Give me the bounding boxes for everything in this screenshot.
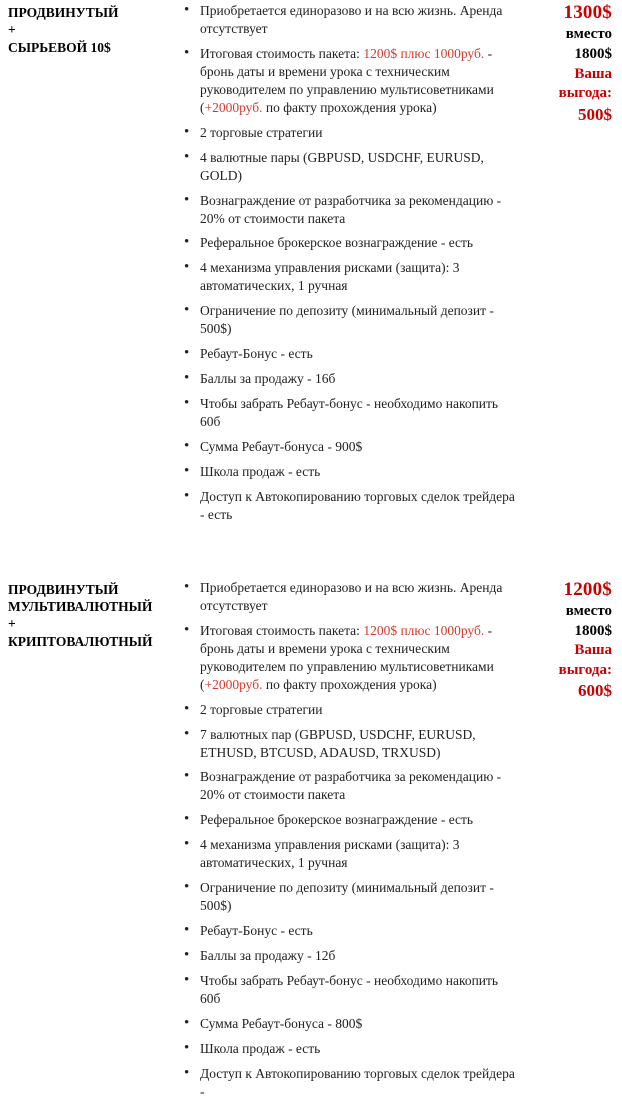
price-benefit-value: 600$: [578, 681, 612, 701]
feature-text: Чтобы забрать Ребаут-бонус - необходимо накопить 60б: [200, 973, 499, 1006]
feature-text: Ограничение по депозиту (минимальный депозит - 500$): [200, 880, 494, 914]
feature-item: [182, 947, 518, 965]
feature-item: [182, 345, 518, 363]
feature-text: - бронь даты и времени урока с техническим руководителем по управлению мультисоветниками (: [200, 45, 494, 115]
feature-item: [182, 579, 518, 615]
feature-item: [182, 124, 518, 142]
feature-item: [182, 768, 518, 804]
feature-item: [182, 45, 518, 117]
feature-text: Реферальное брокерское вознаграждение - есть: [200, 812, 474, 828]
feature-text: Сумма Ребаут-бонуса - 900$: [200, 439, 363, 455]
feature-text: 4 механизма управления рисками (защита): 3 автоматических, 1 ручная: [200, 837, 460, 871]
price-benefit-label-line2: выгода:: [558, 661, 612, 678]
feature-text: Школа продаж - есть: [200, 1040, 321, 1056]
package-block-advanced-commodity: [0, 0, 622, 531]
feature-item: [182, 302, 518, 338]
feature-list: [182, 579, 518, 1101]
feature-text: Ребаут-Бонус - есть: [200, 346, 313, 362]
feature-item: [182, 1065, 518, 1101]
feature-item: [182, 701, 518, 719]
feature-item: [182, 463, 518, 481]
price-current: 1200$: [563, 578, 612, 600]
package-title-line: КРИПТОВАЛЮТНЫЙ: [8, 633, 153, 649]
feature-text: 4 механизма управления рисками (защита): 3 автоматических, 1 ручная: [200, 260, 460, 294]
package-block-advanced-multicurrency-crypto: [0, 579, 622, 1108]
package-title-line: ПРОДВИНУТЫЙ: [8, 581, 119, 597]
package-title-line: +: [8, 616, 16, 632]
feature-item: [182, 811, 518, 829]
feature-text: Баллы за продажу - 16б: [200, 371, 336, 387]
feature-text: по факту прохождения урока): [262, 676, 437, 692]
feature-text: Школа продаж - есть: [200, 464, 321, 480]
feature-text: Итоговая стоимость пакета:: [200, 622, 364, 638]
package-features-1: [176, 2, 522, 531]
feature-item: [182, 2, 518, 38]
package-features-2: [176, 579, 522, 1108]
price-instead-label: вместо: [565, 26, 612, 43]
price-old: 1800$: [574, 623, 612, 640]
price-old: 1800$: [574, 46, 612, 63]
feature-item: [182, 1015, 518, 1033]
price-benefit-label-line1: Ваша: [574, 642, 612, 659]
feature-text: Ограничение по депозиту (минимальный депозит - 500$): [200, 303, 494, 337]
feature-text-highlight: 1200$ плюс 1000руб.: [363, 45, 485, 61]
package-title-1: [8, 2, 176, 531]
feature-text: Сумма Ребаут-бонуса - 800$: [200, 1015, 363, 1031]
feature-text-highlight: 1200$ плюс 1000руб.: [363, 622, 485, 638]
price-instead-label: вместо: [565, 602, 612, 619]
feature-item: [182, 1040, 518, 1058]
feature-item: [182, 370, 518, 388]
price-benefit-label-line1: Ваша: [574, 65, 612, 82]
feature-text: Чтобы забрать Ребаут-бонус - необходимо накопить 60б: [200, 396, 499, 430]
feature-item: [182, 259, 518, 295]
feature-item: [182, 972, 518, 1008]
package-title-line: МУЛЬТИВАЛЮТНЫЙ: [8, 599, 153, 615]
feature-item: [182, 488, 518, 524]
package-title-2: [8, 579, 176, 1108]
feature-text: Приобретается единоразово и на всю жизнь. Аренда отсутствует: [200, 3, 503, 36]
feature-text: Итоговая стоимость пакета:: [200, 45, 364, 61]
package-title-line: +: [8, 22, 16, 38]
feature-text: Вознаграждение от разработчика за рекомендацию - 20% от стоимости пакета: [200, 192, 502, 226]
price-current: 1300$: [563, 2, 612, 23]
feature-text-highlight: +2000руб.: [204, 99, 263, 115]
feature-item: [182, 879, 518, 915]
feature-text-highlight: +2000руб.: [204, 676, 263, 692]
package-title-line: СЫРЬЕВОЙ 10$: [8, 39, 111, 55]
feature-item: [182, 438, 518, 456]
feature-text: 2 торговые стратегии: [200, 701, 323, 717]
feature-text: по факту прохождения урока): [262, 99, 437, 115]
package-price-2: [522, 579, 614, 1108]
feature-text: Вознаграждение от разработчика за рекомендацию - 20% от стоимости пакета: [200, 769, 502, 803]
feature-item: [182, 922, 518, 940]
package-price-1: [522, 2, 614, 531]
feature-item: [182, 395, 518, 431]
feature-text: 7 валютных пар (GBPUSD, USDCHF, EURUSD, ETHUSD, BTCUSD, ADAUSD, TRXUSD): [200, 726, 476, 760]
feature-text: - бронь даты и времени урока с техническим руководителем по управлению мультисоветниками (: [200, 622, 494, 692]
package-title-line: ПРОДВИНУТЫЙ: [8, 5, 119, 20]
block-divider: [0, 531, 622, 579]
feature-text: 2 торговые стратегии: [200, 124, 323, 140]
feature-item: [182, 192, 518, 228]
feature-item: [182, 149, 518, 185]
feature-text: 4 валютные пары (GBPUSD, USDCHF, EURUSD, GOLD): [200, 149, 484, 183]
feature-item: [182, 836, 518, 872]
feature-item: [182, 622, 518, 694]
feature-item: [182, 726, 518, 762]
feature-text: Баллы за продажу - 12б: [200, 948, 336, 964]
price-benefit-value: 500$: [578, 104, 612, 124]
feature-text: Реферальное брокерское вознаграждение - есть: [200, 235, 474, 251]
feature-text: Ребаут-Бонус - есть: [200, 923, 313, 939]
feature-item: [182, 234, 518, 252]
feature-text: Доступ к Автокопированию торговых сделок трейдера -: [200, 1065, 515, 1099]
price-benefit-label-line2: выгода:: [558, 85, 612, 102]
feature-text: Приобретается единоразово и на всю жизнь. Аренда отсутствует: [200, 579, 503, 613]
feature-text: Доступ к Автокопированию торговых сделок трейдера - есть: [200, 488, 515, 522]
feature-list: [182, 2, 518, 524]
